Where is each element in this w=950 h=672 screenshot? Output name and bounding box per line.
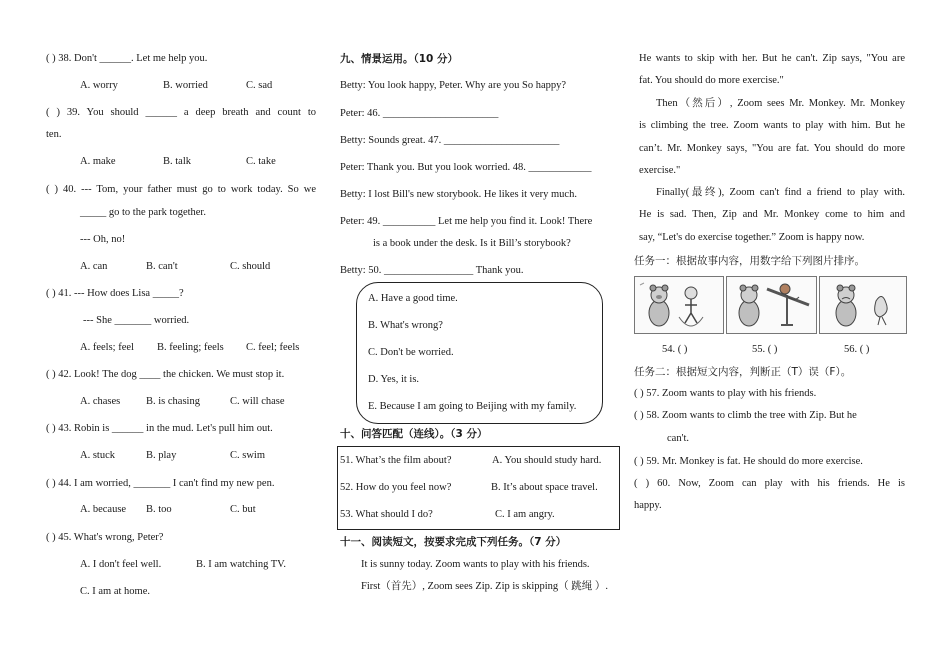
q40-option-a: A. can bbox=[80, 261, 108, 272]
q45-option-b: B. I am watching TV. bbox=[196, 559, 287, 570]
q40-reply: --- Oh, no! bbox=[80, 234, 126, 245]
reading-line: can’t. Mr. Monkey says, "You are fat. You should do more bbox=[639, 143, 905, 154]
q38-option-b: B. worried bbox=[163, 80, 208, 91]
section9-title: 九、情景运用。（10 分） bbox=[340, 53, 459, 65]
q43-option-b: B. play bbox=[146, 450, 177, 461]
reading-line: It is sunny today. Zoom wants to play with his friends. bbox=[361, 559, 590, 570]
reading-line: He is sad. Then, Zip and Mr. Monkey come to him and bbox=[639, 209, 905, 220]
q38-stem: ( ) 38. Don't ______. Let me help you. bbox=[46, 53, 208, 64]
tf-item: ( ) 59. Mr. Monkey is fat. He should do more exercise. bbox=[634, 456, 863, 467]
dialog-line: Betty: I lost Bill's new storybook. He likes it very much. bbox=[340, 189, 577, 200]
q42-option-b: B. is chasing bbox=[146, 396, 200, 407]
q43-option-a: A. stuck bbox=[80, 450, 115, 461]
tf-item-cont: can't. bbox=[667, 433, 690, 444]
q41-stem: ( ) 41. --- How does Lisa _____? bbox=[46, 288, 184, 299]
match-question: 51. What’s the film about? bbox=[340, 455, 452, 466]
tf-item: ( ) 57. Zoom wants to play with his friends. bbox=[634, 388, 817, 399]
order-blank: 54. ( ) bbox=[662, 344, 688, 355]
q42-option-a: A. chases bbox=[80, 396, 121, 407]
q40-stem-cont: _____ go to the park together. bbox=[80, 207, 206, 218]
section11-title: 十一、阅读短文，按要求完成下列任务。（7 分） bbox=[340, 536, 567, 548]
q45-option-c: C. I am at home. bbox=[80, 586, 150, 597]
dialog-line: is a book under the desk. Is it Bill’s storybook? bbox=[373, 238, 571, 249]
q41-reply: --- She _______ worried. bbox=[83, 315, 190, 326]
q40-stem: ( ) 40. --- Tom, your father must go to work today. So we bbox=[46, 184, 316, 195]
tf-item: ( ) 60. Now, Zoom can play with his friends. He is bbox=[634, 478, 905, 489]
bubble-option: E. Because I am going to Beijing with my family. bbox=[368, 401, 577, 412]
dialog-line: Peter: 46. ______________________ bbox=[340, 108, 499, 119]
reading-line: Finally(最终), Zoom can't find a friend to play with. bbox=[656, 187, 905, 198]
task1-title: 任务一：根据故事内容，用数字给下列图片排序。 bbox=[634, 255, 865, 267]
q40-option-b: B. can't bbox=[146, 261, 178, 272]
q42-stem: ( ) 42. Look! The dog ____ the chicken. We must stop it. bbox=[46, 369, 285, 380]
reading-line: He wants to skip with her. But he can't. Zip says, "You are bbox=[639, 53, 905, 64]
bubble-option: D. Yes, it is. bbox=[368, 374, 420, 385]
reading-line: say, “Let's do exercise together.” Zoom is happy now. bbox=[639, 232, 865, 243]
dialog-line: Peter: Thank you. But you look worried. 48. ____________ bbox=[340, 162, 592, 173]
reading-line: fat. You should do more exercise." bbox=[639, 75, 784, 86]
section10-title: 十、问答匹配（连线）。（3 分） bbox=[340, 428, 488, 440]
story-picture-3 bbox=[819, 276, 907, 334]
dialog-line: Betty: 50. _________________ Thank you. bbox=[340, 265, 524, 276]
match-question: 53. What should I do? bbox=[340, 509, 433, 520]
dialog-line: Betty: You look happy, Peter. Why are you So happy? bbox=[340, 80, 567, 91]
q41-option-a: A. feels; feel bbox=[80, 342, 134, 353]
dialog-line: Betty: Sounds great. 47. ______________________ bbox=[340, 135, 560, 146]
bubble-option: A. Have a good time. bbox=[368, 293, 458, 304]
q45-option-a: A. I don't feel well. bbox=[80, 559, 162, 570]
order-blank: 56. ( ) bbox=[844, 344, 870, 355]
q42-option-c: C. will chase bbox=[230, 396, 285, 407]
q45-stem: ( ) 45. What's wrong, Peter? bbox=[46, 532, 164, 543]
match-answer: B. It’s about space travel. bbox=[491, 482, 598, 493]
task2-title: 任务二：根据短文内容，判断正（T）误（F）。 bbox=[634, 366, 852, 378]
story-picture-2 bbox=[726, 276, 817, 334]
q41-option-c: C. feel; feels bbox=[246, 342, 300, 353]
q44-stem: ( ) 44. I am worried, _______ I can't find my new pen. bbox=[46, 478, 275, 489]
q38-option-a: A. worry bbox=[80, 80, 118, 91]
tf-item: ( ) 58. Zoom wants to climb the tree with Zip. But he bbox=[634, 410, 857, 421]
order-blank: 55. ( ) bbox=[752, 344, 778, 355]
q44-option-b: B. too bbox=[146, 504, 172, 515]
q40-option-c: C. should bbox=[230, 261, 271, 272]
q44-option-a: A. because bbox=[80, 504, 127, 515]
dialog-line: Peter: 49. __________ Let me help you find it. Look! There bbox=[340, 216, 593, 227]
q39-stem: ( ) 39. You should ______ a deep breath and count to bbox=[46, 107, 316, 118]
q39-stem-cont: ten. bbox=[46, 129, 62, 140]
story-picture-1 bbox=[634, 276, 724, 334]
tf-item-cont: happy. bbox=[634, 500, 662, 511]
q41-option-b: B. feeling; feels bbox=[157, 342, 224, 353]
reading-line: Then（然后）, Zoom sees Mr. Monkey. Mr. Monkey bbox=[656, 98, 905, 109]
match-answer: C. I am angry. bbox=[495, 509, 555, 520]
bubble-option: B. What's wrong? bbox=[368, 320, 443, 331]
q39-option-b: B. talk bbox=[163, 156, 191, 167]
reading-line: is climbing the tree. Zoom wants to play with him. But he bbox=[639, 120, 905, 131]
reading-line: exercise." bbox=[639, 165, 681, 176]
bubble-option: C. Don't be worried. bbox=[368, 347, 454, 358]
reading-line: First（首先）, Zoom sees Zip. Zip is skipping（ 跳绳 ）. bbox=[361, 581, 609, 592]
q39-option-c: C. take bbox=[246, 156, 276, 167]
match-question: 52. How do you feel now? bbox=[340, 482, 452, 493]
q39-option-a: A. make bbox=[80, 156, 116, 167]
q38-option-c: C. sad bbox=[246, 80, 273, 91]
q44-option-c: C. but bbox=[230, 504, 256, 515]
q43-option-c: C. swim bbox=[230, 450, 266, 461]
q43-stem: ( ) 43. Robin is ______ in the mud. Let's pull him out. bbox=[46, 423, 273, 434]
match-answer: A. You should study hard. bbox=[492, 455, 602, 466]
